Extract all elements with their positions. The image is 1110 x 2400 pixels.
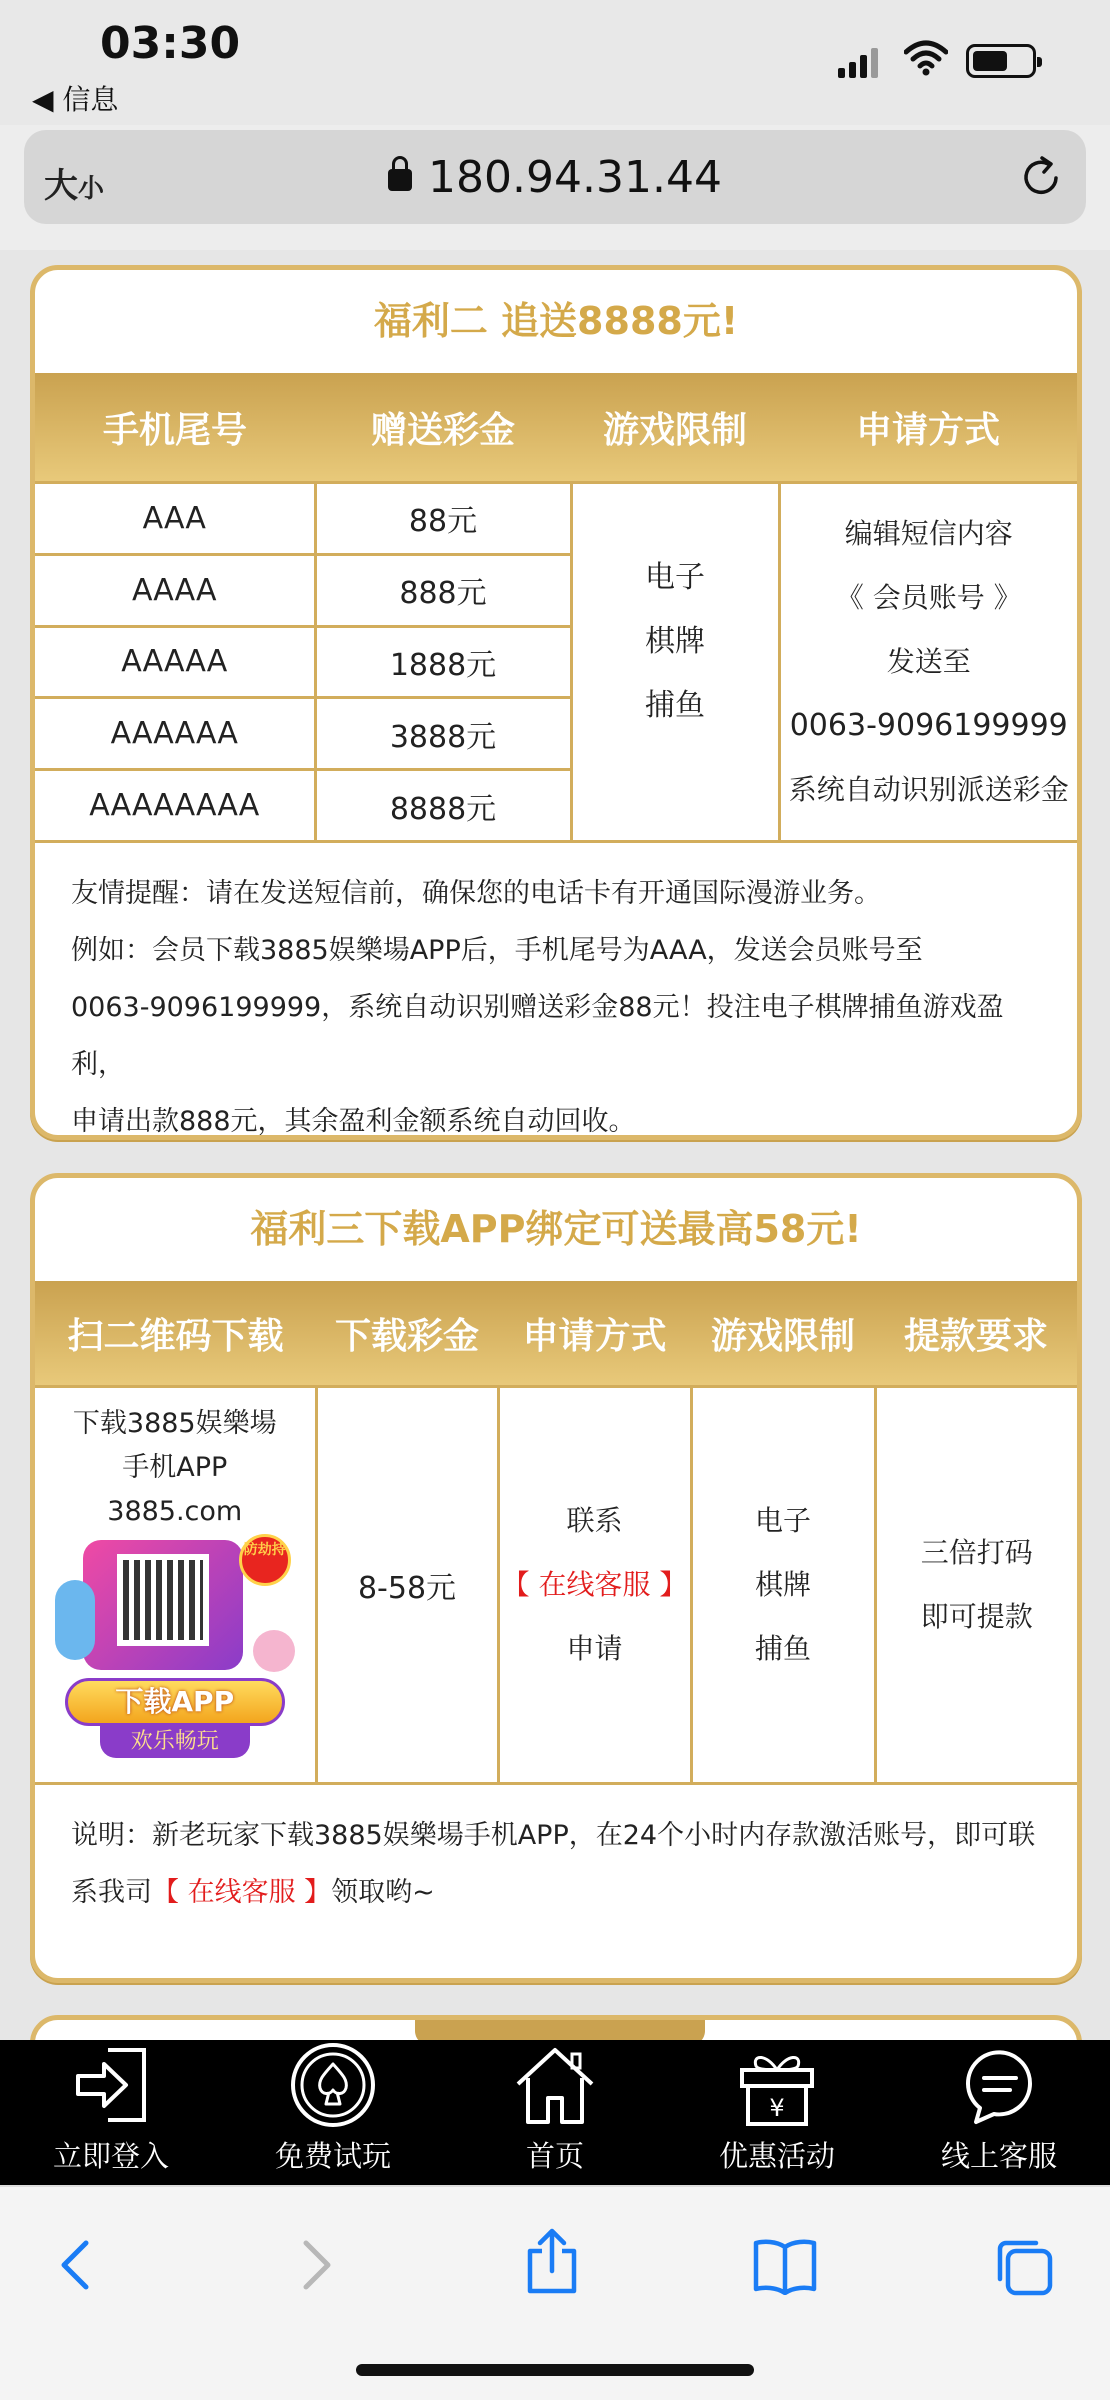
gift-icon <box>732 2040 822 2130</box>
welfare2-games-cell: 电子 棋牌 捕鱼 <box>571 483 779 842</box>
anti-hijack-badge: 防劫持 <box>239 1534 291 1586</box>
welfare3-title: 福利三下载APP绑定可送最高58元! <box>250 1207 862 1251</box>
status-bar <box>0 0 1110 206</box>
tail-number-cell: AAA <box>35 483 315 555</box>
bonus-cell: 888元 <box>315 554 571 626</box>
status-time: 03:30 <box>100 18 241 69</box>
welfare2-card <box>30 265 1082 1140</box>
home-icon <box>510 2040 600 2130</box>
welfare2-title: 福利二 追送8888元! <box>373 299 739 343</box>
tail-number-cell: AAAAA <box>35 626 315 698</box>
download-bonus-cell: 8-58元 <box>316 1387 498 1784</box>
table-row <box>35 1387 1077 1784</box>
address-bar[interactable] <box>24 130 1086 224</box>
tail-number-cell: AAAAAAAA <box>35 770 315 842</box>
promo-subtitle: 欢乐畅玩 <box>100 1726 250 1758</box>
home-indicator <box>356 2364 754 2376</box>
cellular-signal-icon <box>838 48 882 78</box>
nav-home[interactable]: 首页 <box>444 2040 666 2185</box>
svg-text:¥: ¥ <box>769 2094 785 2122</box>
welfare2-table <box>35 481 1077 843</box>
welfare3-header-row <box>35 1281 1077 1385</box>
bonus-cell: 88元 <box>315 483 571 555</box>
mascot-icon <box>253 1630 295 1672</box>
table-row <box>35 483 1077 555</box>
back-arrow-icon[interactable] <box>52 2235 102 2295</box>
nav-online-service[interactable]: 线上客服 <box>888 2040 1110 2185</box>
online-service-link[interactable]: 【 在线客服 】 <box>152 1877 332 1908</box>
welfare3-header: 扫二维码下载 <box>67 1315 284 1357</box>
bonus-cell: 3888元 <box>315 698 571 770</box>
chat-icon <box>954 2040 1044 2130</box>
wifi-icon <box>904 40 948 76</box>
share-icon[interactable] <box>522 2227 582 2297</box>
welfare2-header: 赠送彩金 <box>370 409 515 451</box>
spade-icon <box>288 2040 378 2130</box>
qr-download-cell: 下载3885娱樂場 手机APP 3885.com 防劫持 下载APP 欢乐畅玩 <box>35 1387 316 1784</box>
text-size-button[interactable]: 大小 <box>44 166 105 206</box>
nav-promotions[interactable]: ¥ 优惠活动 <box>666 2040 888 2185</box>
bonus-cell: 8888元 <box>315 770 571 842</box>
download-app-button[interactable]: 下载APP <box>65 1678 285 1726</box>
login-icon <box>66 2040 156 2130</box>
url-field[interactable]: 180.94.31.44 <box>24 152 1086 203</box>
page-content[interactable] <box>0 250 1110 2040</box>
welfare3-games-cell: 电子 棋牌 捕鱼 <box>691 1387 875 1784</box>
forward-arrow-icon[interactable] <box>290 2235 340 2295</box>
welfare2-note: 友情提醒：请在发送短信前，确保您的电话卡有开通国际漫游业务。 例如：会员下载3885娱樂場APP后，手机尾号为AAA，发送会员账号至 0063-9096199999，系统自动识别赠送彩金88元！投注电子棋牌捕鱼游戏盈利， 申请出款888元，其余盈利金额系统自动回收。 <box>71 878 1004 1137</box>
welfare3-table <box>35 1385 1077 1785</box>
nav-free-trial[interactable]: 免费试玩 <box>222 2040 444 2185</box>
mascot-icon <box>55 1580 95 1660</box>
welfare2-header-row <box>35 373 1077 481</box>
nav-login[interactable]: 立即登入 <box>0 2040 222 2185</box>
bonus-cell: 1888元 <box>315 626 571 698</box>
qr-code-icon <box>117 1554 209 1646</box>
welfare3-apply-cell: 联系 【 在线客服 】 申请 <box>498 1387 691 1784</box>
online-service-link[interactable]: 【 在线客服 】 <box>501 1568 688 1601</box>
lock-icon <box>388 169 412 191</box>
welfare2-header: 申请方式 <box>855 409 1000 451</box>
welfare3-header: 下载彩金 <box>334 1315 479 1357</box>
next-card <box>30 2015 1082 2040</box>
welfare2-apply-cell: 编辑短信内容 《 会员账号 》 发送至 0063-9096199999 系统自动识别派送彩金 <box>779 483 1077 842</box>
withdraw-requirement-cell: 三倍打码 即可提款 <box>875 1387 1077 1784</box>
welfare2-header: 游戏限制 <box>602 409 747 451</box>
battery-icon <box>966 44 1036 78</box>
welfare3-header: 提款要求 <box>903 1315 1048 1357</box>
welfare3-header: 游戏限制 <box>710 1315 855 1357</box>
back-to-messages-link[interactable]: ◀ 信息 <box>32 83 119 116</box>
bookmarks-icon[interactable] <box>752 2235 818 2295</box>
tabs-icon[interactable] <box>992 2235 1056 2299</box>
welfare3-card <box>30 1173 1082 1983</box>
welfare2-header: 手机尾号 <box>102 409 247 451</box>
welfare3-header: 申请方式 <box>522 1315 667 1357</box>
tail-number-cell: AAAAAA <box>35 698 315 770</box>
site-bottom-nav <box>0 2040 1110 2185</box>
tail-number-cell: AAAA <box>35 554 315 626</box>
reload-icon[interactable] <box>1018 154 1064 200</box>
welfare3-note: 说明：新老玩家下载3885娱樂場手机APP，在24个小时内存款激活账号，即可联 系我司【 在线客服 】领取哟~ <box>71 1820 1036 1908</box>
download-app-promo[interactable] <box>55 1540 295 1760</box>
